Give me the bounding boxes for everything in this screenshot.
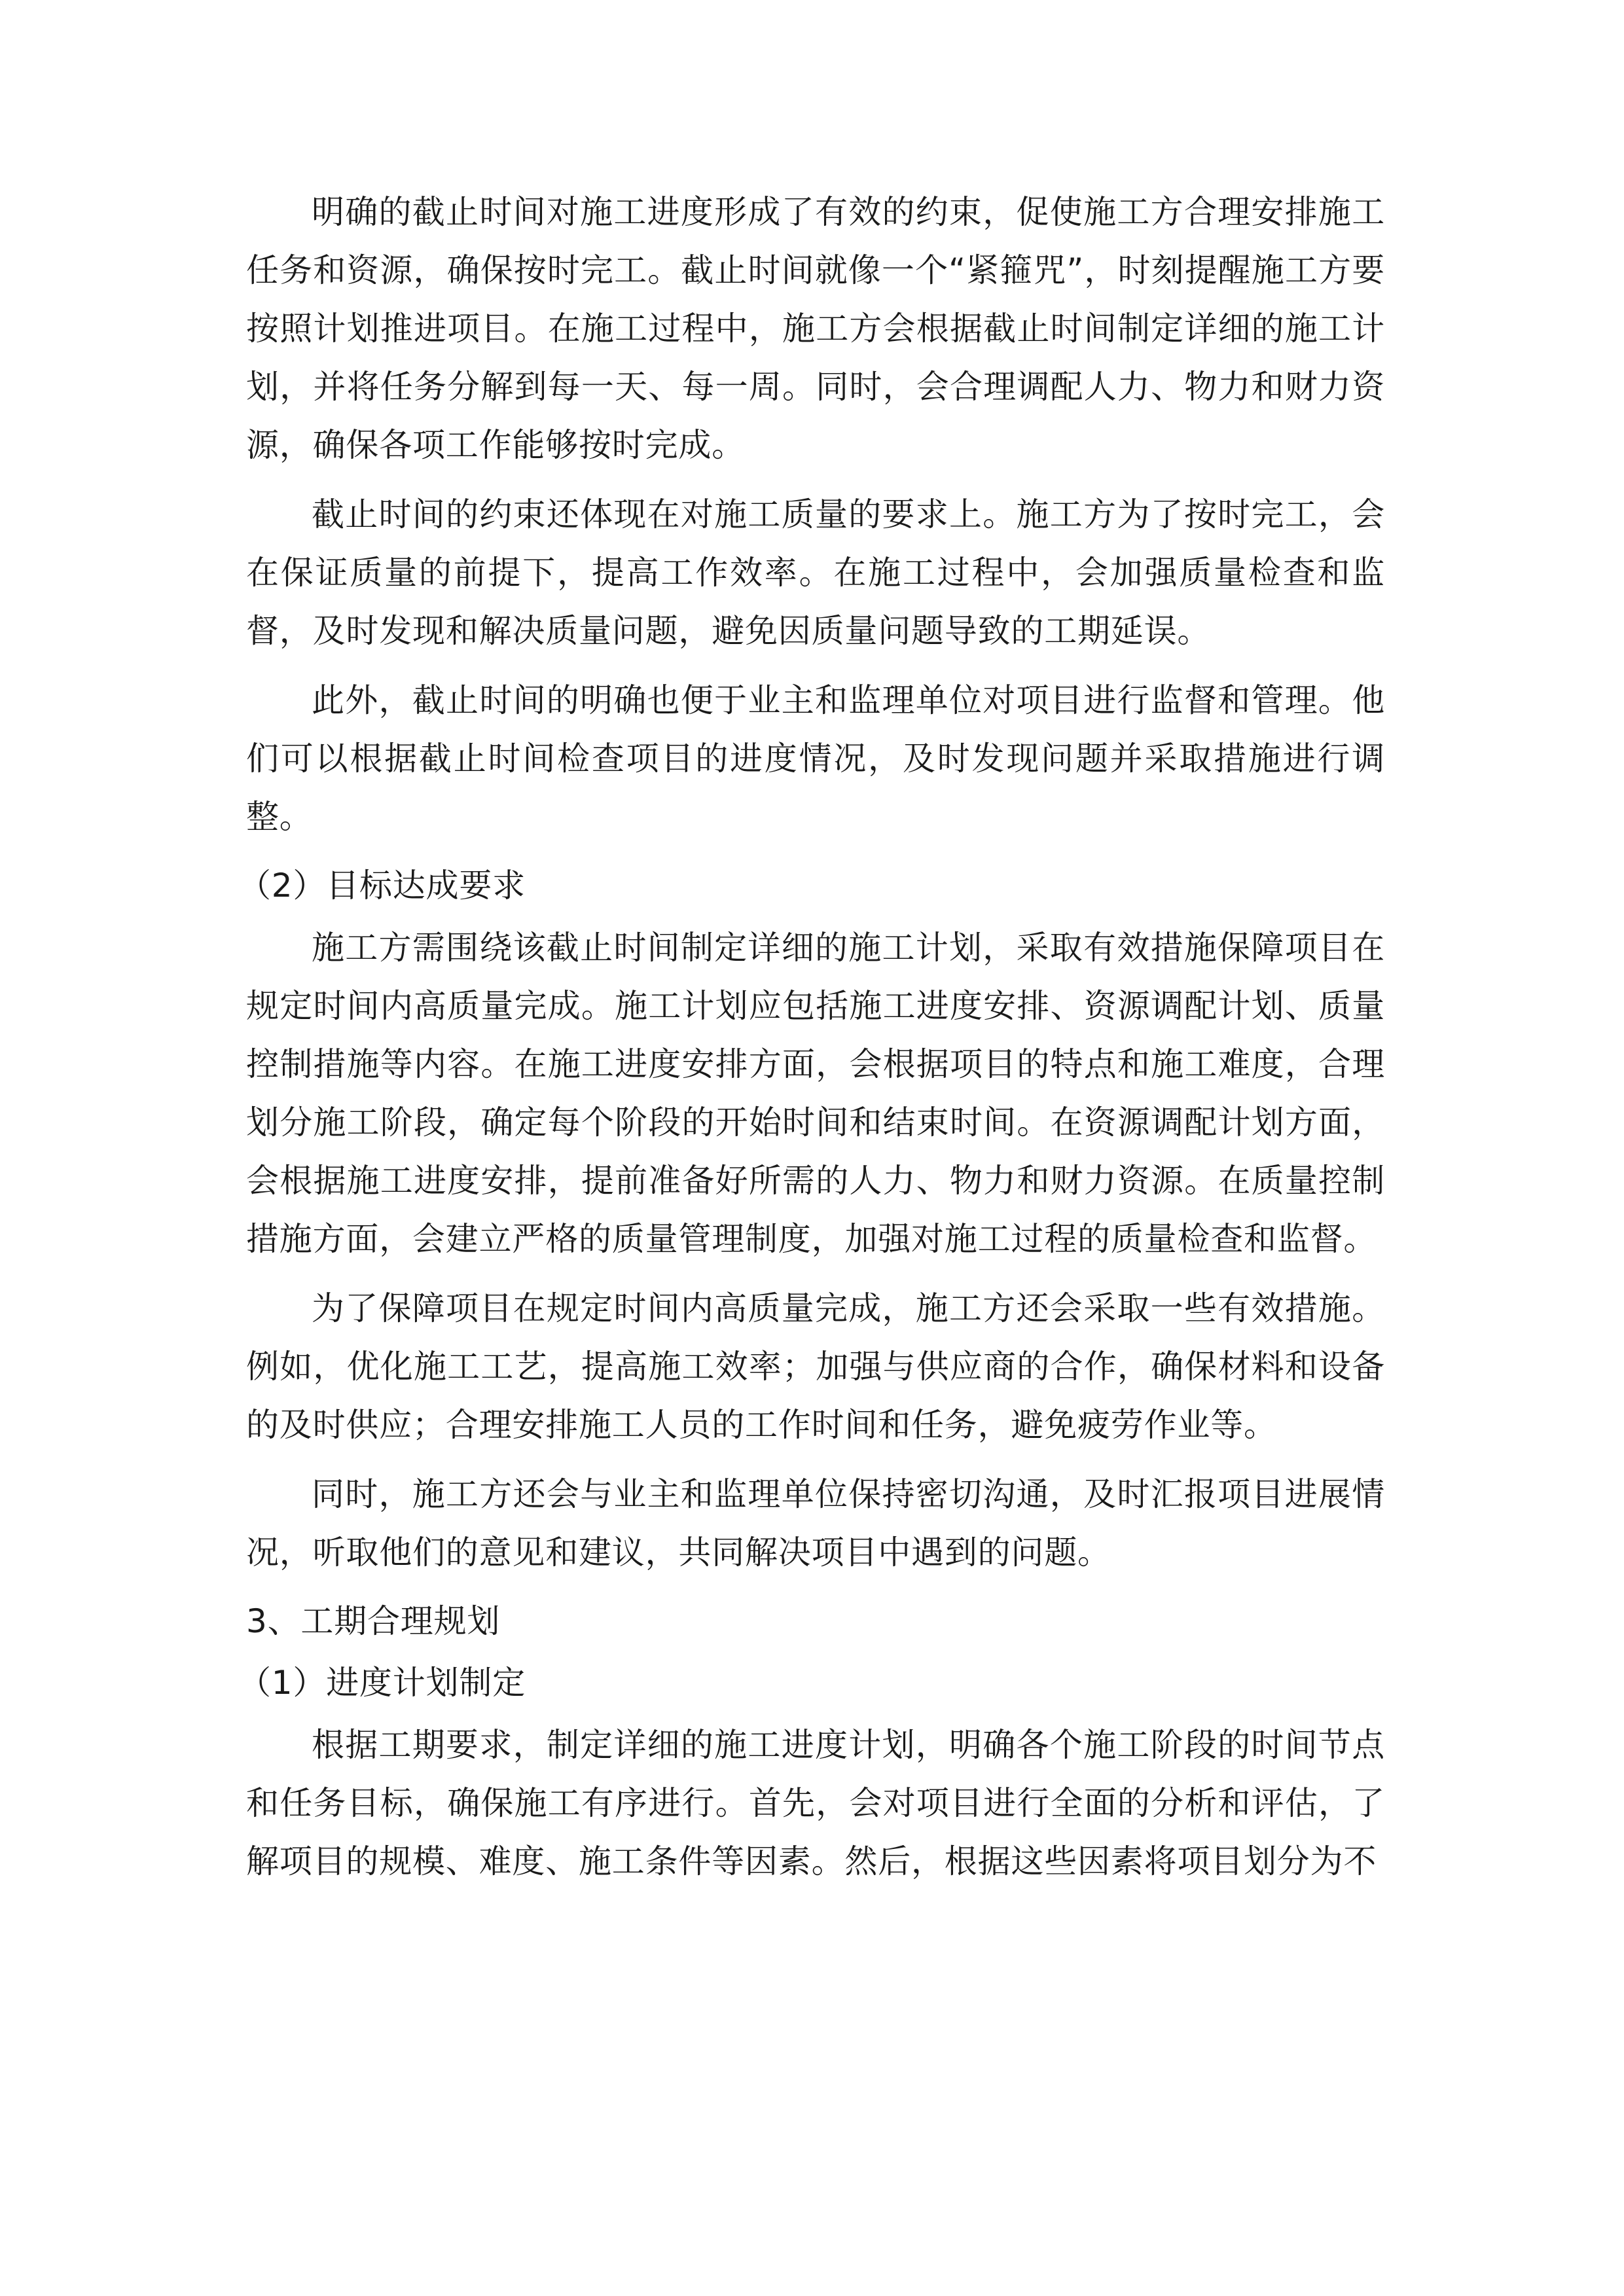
section-heading: 3、工期合理规划 bbox=[246, 1602, 501, 1640]
paragraph: 根据工期要求，制定详细的施工进度计划，明确各个施工阶段的时间节点和任务目标，确保施工有序进行。首先，会对项目进行全面的分析和评估，了解项目的规模、难度、施工条件等因素。然后，根据这些因素将项目划分为不 bbox=[246, 1726, 1385, 1880]
subheading: （1）进度计划制定 bbox=[238, 1664, 526, 1702]
paragraph: 施工方需围绕该截止时间制定详细的施工计划，采取有效措施保障项目在规定时间内高质量完成。施工计划应包括施工进度安排、资源调配计划、质量控制措施等内容。在施工进度安排方面，会根据项目的特点和施工难度，合理划分施工阶段，确定每个阶段的开始时间和结束时间。在资源调配计划方面，会根据施工进度安排，提前准备好所需的人力、物力和财力资源。在质量控制措施方面，会建立严格的质量管理制度，加强对施工过程的质量检查和监督。 bbox=[246, 929, 1385, 1258]
paragraph: 明确的截止时间对施工进度形成了有效的约束，促使施工方合理安排施工任务和资源，确保按时完工。截止时间就像一个“紧箍咒”，时刻提醒施工方要按照计划推进项目。在施工过程中，施工方会根据截止时间制定详细的施工计划，并将任务分解到每一天、每一周。同时，会合理调配人力、物力和财力资源，确保各项工作能够按时完成。 bbox=[246, 193, 1385, 464]
paragraph: 此外，截止时间的明确也便于业主和监理单位对项目进行监督和管理。他们可以根据截止时间检查项目的进度情况，及时发现问题并采取措施进行调整。 bbox=[246, 681, 1385, 836]
paragraph: 为了保障项目在规定时间内高质量完成，施工方还会采取一些有效措施。例如，优化施工工艺，提高施工效率；加强与供应商的合作，确保材料和设备的及时供应；合理安排施工人员的工作时间和任务，避免疲劳作业等。 bbox=[246, 1289, 1385, 1444]
paragraph: 同时，施工方还会与业主和监理单位保持密切沟通，及时汇报项目进展情况，听取他们的意见和建议，共同解决项目中遇到的问题。 bbox=[246, 1475, 1385, 1571]
paragraph: 截止时间的约束还体现在对施工质量的要求上。施工方为了按时完工，会在保证质量的前提下，提高工作效率。在施工过程中，会加强质量检查和监督，及时发现和解决质量问题，避免因质量问题导致的工期延误。 bbox=[246, 495, 1385, 650]
subheading: （2）目标达成要求 bbox=[238, 867, 526, 905]
document-body bbox=[238, 183, 1385, 1902]
